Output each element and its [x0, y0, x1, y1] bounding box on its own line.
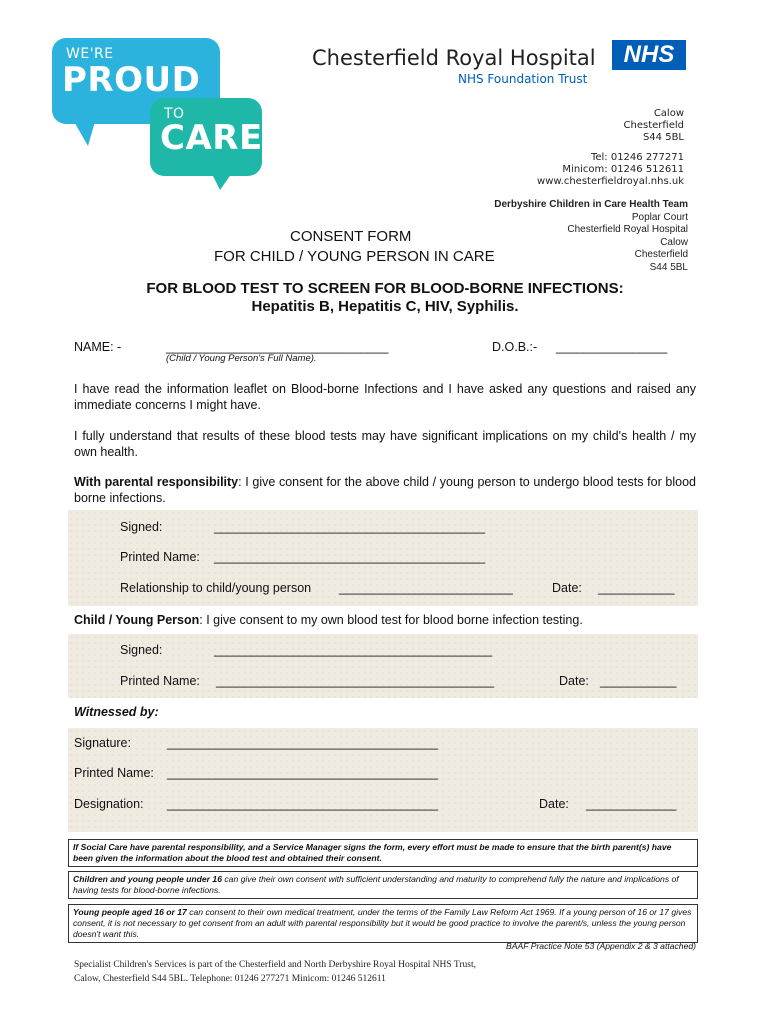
- statement-leaflet: I have read the information leaflet on Blood-borne Infections and I have asked any questions and raised any immediate concerns I might have.: [74, 382, 696, 412]
- dob-label: D.O.B.:-: [492, 340, 538, 354]
- note-16-17-heading: Young people aged 16 or 17: [73, 907, 187, 917]
- witness-signature-field[interactable]: _______________________________________: [167, 736, 439, 750]
- team-line: Poplar Court: [631, 211, 688, 223]
- witness-signature-label: Signature:: [74, 736, 131, 750]
- note-under-16: [68, 871, 698, 899]
- child-consent-heading: Child / Young Person: [74, 613, 200, 627]
- note-under-16-text: can give their own consent with sufficient understanding and maturity to comprehend fully the nature and implications of having tests for blood-borne infections.: [73, 874, 679, 895]
- child-printed-name-label: Printed Name:: [120, 674, 200, 688]
- team-address: [494, 199, 688, 275]
- hospital-contact: [537, 152, 684, 188]
- parent-date-label: Date:: [552, 581, 582, 595]
- note-social-care: If Social Care have parental responsibility, and a Service Manager signs the form, every effort must be made to ensure that the birth parent(s) have been given the information about the blood test and obtained their consent.: [68, 839, 698, 867]
- logo-text-were: WE'RE: [66, 46, 114, 62]
- witness-date-field[interactable]: _____________: [586, 797, 677, 811]
- team-line: S44 5BL: [649, 261, 688, 273]
- address-line: S44 5BL: [642, 132, 684, 143]
- parental-consent-text: : I give consent for the above child / young person to undergo blood tests for blood borne infections.: [74, 475, 696, 505]
- logo-text-proud: PROUD: [62, 60, 201, 100]
- parental-consent-heading: With parental responsibility: [74, 475, 239, 489]
- witness-printed-name-label: Printed Name:: [74, 766, 154, 780]
- witness-designation-label: Designation:: [74, 797, 144, 811]
- parental-consent-statement: [74, 474, 696, 506]
- child-signed-label: Signed:: [120, 643, 163, 657]
- logo-text-care: CARE: [160, 118, 263, 158]
- hospital-name: Chesterfield Royal Hospital: [312, 46, 596, 70]
- note-16-17-text: can consent to their own medical treatment, under the terms of the Family Law Reform Act 1969. If a young person of 16 or 17 gives consent, it is not necessary to get consent from an adult with parental responsibility but it would be good practice to involve the parent/s, unless the young person doesn't want this.: [73, 907, 692, 939]
- team-title: Derbyshire Children in Care Health Team: [494, 199, 688, 210]
- address-line: Calow: [653, 108, 684, 119]
- child-date-label: Date:: [559, 674, 589, 688]
- logo-bubble-tail: [210, 170, 234, 190]
- parent-printed-name-label: Printed Name:: [120, 550, 200, 564]
- nhs-logo: NHS: [612, 40, 686, 70]
- child-signed-field[interactable]: ________________________________________: [214, 643, 493, 657]
- witness-designation-field[interactable]: _______________________________________: [167, 797, 439, 811]
- contact-tel: Tel: 01246 277271: [590, 152, 684, 163]
- note-under-16-heading: Children and young people under 16: [73, 874, 222, 884]
- logo-bubble-tail: [72, 118, 96, 146]
- parent-date-field[interactable]: ___________: [598, 581, 675, 595]
- relationship-label: Relationship to child/young person: [120, 581, 312, 595]
- witness-title: Witnessed by:: [74, 705, 159, 719]
- consent-form-title: CONSENT FORM: [290, 228, 412, 245]
- note-16-17: [68, 904, 698, 943]
- team-line: Calow: [660, 236, 688, 248]
- relationship-field[interactable]: _________________________: [339, 581, 513, 595]
- name-field[interactable]: ________________________________: [166, 340, 389, 354]
- name-hint: (Child / Young Person's Full Name).: [166, 353, 317, 364]
- footer-line-2: Calow, Chesterfield S44 5BL. Telephone: 01246 277271 Minicom: 01246 512611: [74, 974, 386, 984]
- consent-form-subtitle: FOR CHILD / YOUNG PERSON IN CARE: [214, 248, 495, 265]
- contact-minicom: Minicom: 01246 512611: [562, 164, 684, 175]
- team-line: Chesterfield: [634, 249, 688, 261]
- name-label: NAME: -: [74, 340, 122, 354]
- hospital-address: [624, 108, 684, 144]
- main-title: FOR BLOOD TEST TO SCREEN FOR BLOOD-BORNE INFECTIONS:: [146, 280, 624, 297]
- child-date-field[interactable]: ___________: [600, 674, 677, 688]
- parent-printed-name-field[interactable]: _______________________________________: [214, 550, 486, 564]
- child-consent-text: : I give consent to my own blood test for blood borne infection testing.: [199, 613, 583, 627]
- main-title-infections: Hepatitis B, Hepatitis C, HIV, Syphilis.: [251, 298, 519, 315]
- baaf-reference: BAAF Practice Note 53 (Appendix 2 & 3 attached): [506, 941, 696, 951]
- footer-line-1: Specialist Children's Services is part of the Chesterfield and North Derbyshire Royal Hospital NHS Trust,: [74, 960, 476, 970]
- address-line: Chesterfield: [623, 120, 684, 131]
- parent-signed-field[interactable]: _______________________________________: [214, 520, 486, 534]
- child-consent-statement: [74, 612, 696, 628]
- child-printed-name-field[interactable]: ________________________________________: [216, 674, 495, 688]
- logo-text-to: TO: [164, 106, 185, 122]
- team-line: Chesterfield Royal Hospital: [567, 224, 688, 236]
- dob-field[interactable]: ________________: [556, 340, 668, 354]
- witness-printed-name-field[interactable]: _______________________________________: [167, 766, 439, 780]
- statement-implications: I fully understand that results of these blood tests may have significant implications on my child's health / my own health.: [74, 429, 696, 459]
- contact-website: www.chesterfieldroyal.nhs.uk: [537, 176, 684, 187]
- witness-date-label: Date:: [539, 797, 569, 811]
- parent-signed-label: Signed:: [120, 520, 163, 534]
- trust-name: NHS Foundation Trust: [458, 72, 588, 86]
